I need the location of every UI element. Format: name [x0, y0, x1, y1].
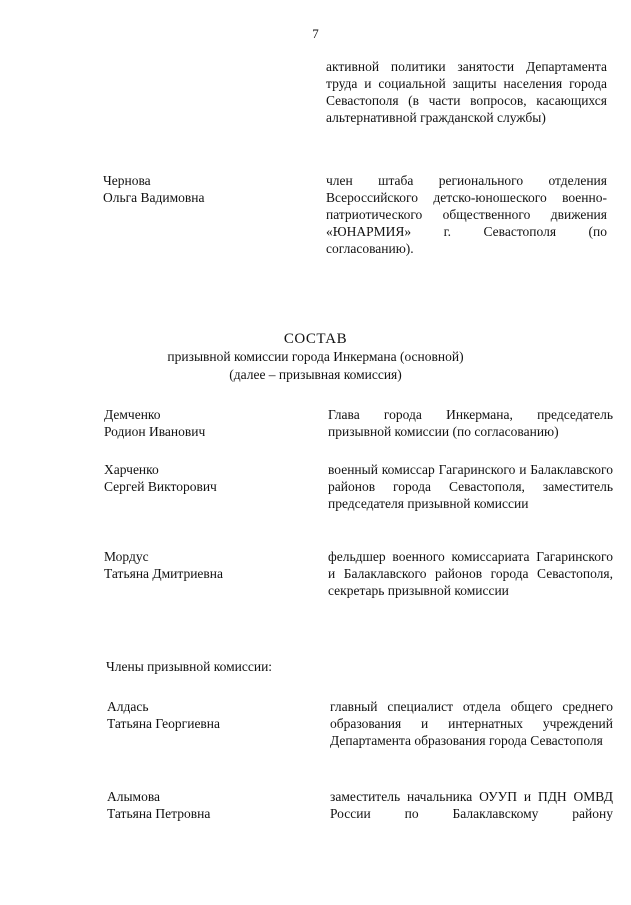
person-role: заместитель начальника ОУУП и ПДН ОМВД России по Балаклавскому району: [330, 789, 613, 821]
person-name: [107, 698, 220, 732]
person-role: главный специалист отдела общего среднего образования и интернатных учреждений Департамента образования города Севастополя: [330, 699, 613, 748]
person-surname: Харченко: [104, 462, 159, 477]
person-surname: Мордус: [104, 549, 149, 564]
person-given-name: Татьяна Дмитриевна: [104, 566, 224, 581]
members-label: Члены призывной комиссии:: [106, 659, 273, 674]
person-given-name: Татьяна Петровна: [107, 806, 211, 821]
person-name: [103, 172, 205, 206]
heading-title: СОСТАВ: [283, 331, 348, 347]
page-number: 7: [312, 26, 319, 41]
person-name: [104, 406, 205, 440]
heading-subtitle: призывной комиссии города Инкермана (основной): [167, 349, 464, 364]
continued-role-text: активной политики занятости Департамента труда и социальной защиты населения города Севастополя (в части вопросов, касающихся альтернативной гражданской службы): [326, 59, 607, 125]
person-name: [104, 461, 217, 495]
person-surname: Чернова: [103, 173, 151, 188]
person-given-name: Родион Иванович: [104, 424, 206, 439]
person-role: Глава города Инкермана, председатель призывной комиссии (по согласованию): [328, 407, 613, 439]
person-given-name: Татьяна Георгиевна: [107, 716, 221, 731]
person-surname: Демченко: [104, 407, 161, 422]
section-heading: [0, 330, 631, 384]
person-role: фельдшер военного комиссариата Гагаринского и Балаклавского районов города Севастополя, секретарь призывной комиссии: [328, 549, 613, 598]
person-given-name: Ольга Вадимовна: [103, 190, 205, 205]
person-given-name: Сергей Викторович: [104, 479, 217, 494]
heading-note: (далее – призывная комиссия): [229, 367, 402, 382]
person-name: [107, 788, 210, 822]
person-role: член штаба регионального отделения Всероссийского детско-юношеского военно-патриотического общественного движения «ЮНАРМИЯ» г. Севастополя (по согласованию).: [326, 173, 607, 256]
person-surname: Алымова: [107, 789, 161, 804]
person-name: [104, 548, 223, 582]
person-surname: Алдась: [107, 699, 149, 714]
person-role: военный комиссар Гагаринского и Балаклавского районов города Севастополя, заместитель председателя призывной комиссии: [328, 462, 613, 511]
